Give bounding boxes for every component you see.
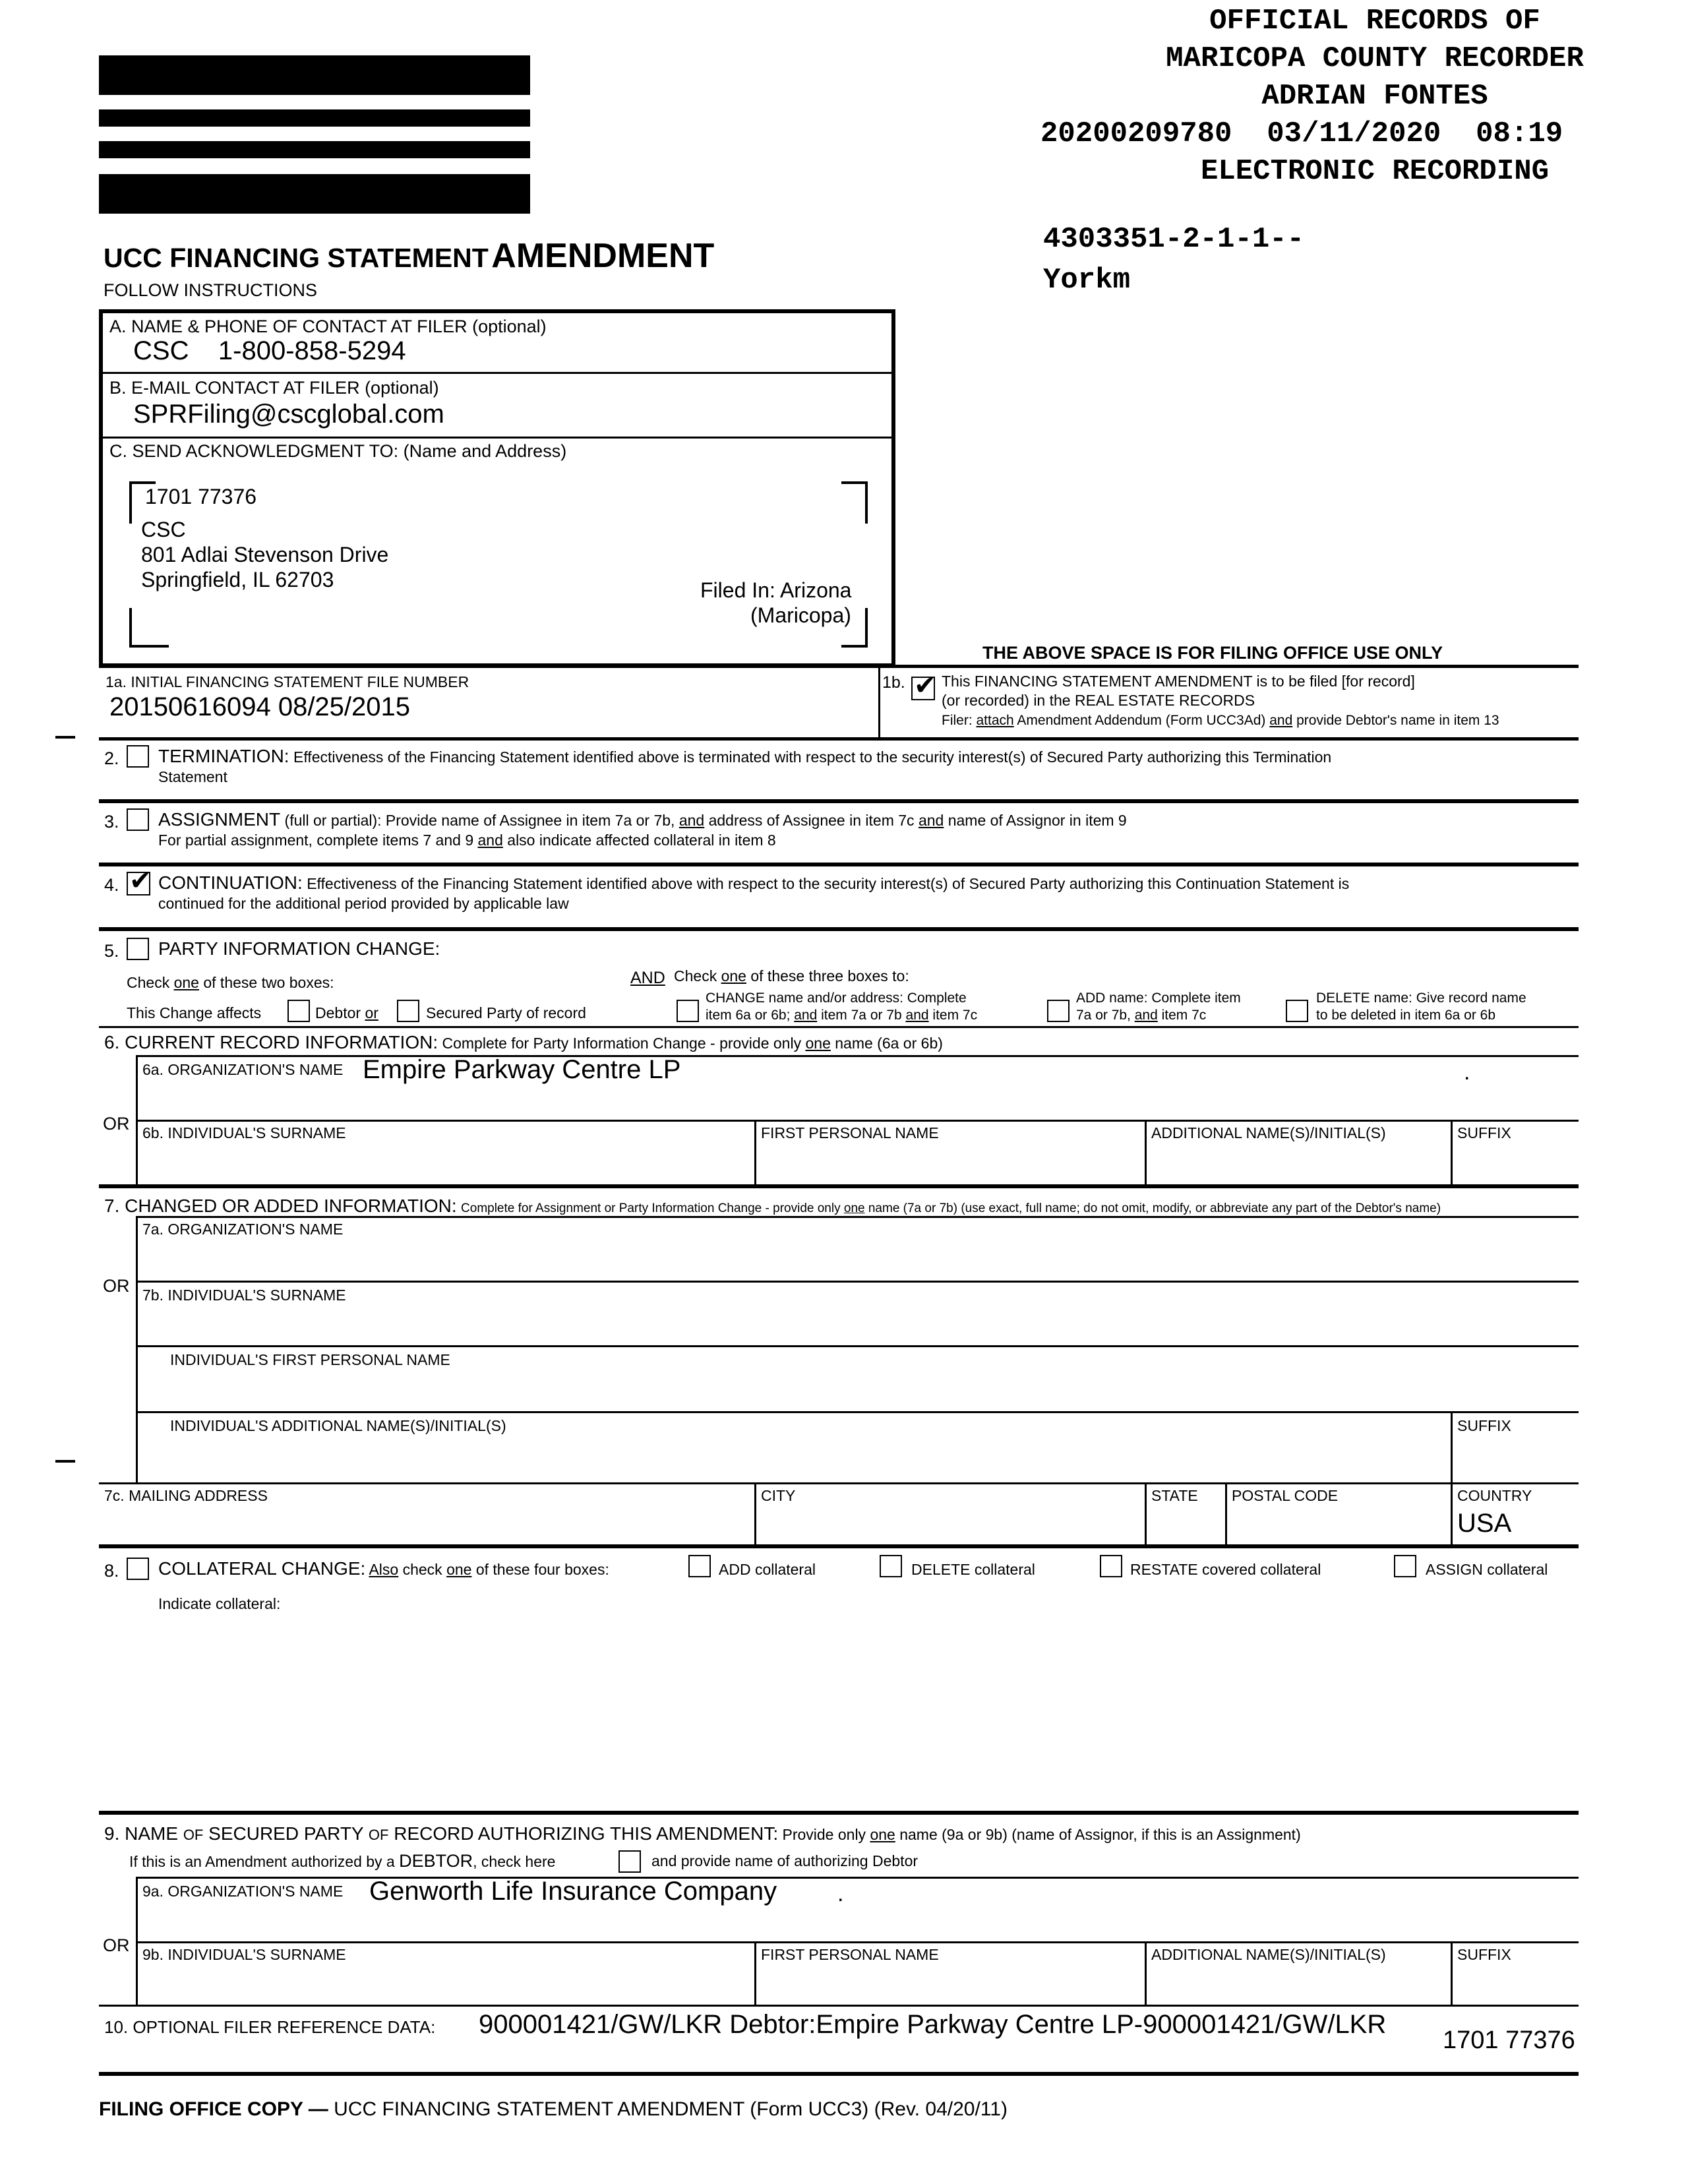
- item8-num: 8.: [104, 1561, 119, 1581]
- item2-title: TERMINATION:: [158, 746, 289, 766]
- item9-debtor-line: [129, 1852, 555, 1871]
- bracket-top-right: [841, 481, 868, 524]
- item8-heading: [158, 1559, 609, 1579]
- text: name of Assignor in item 9: [944, 812, 1127, 829]
- item6a-value: Empire Parkway Centre LP: [363, 1055, 681, 1084]
- footer-copy-label: FILING OFFICE COPY —: [99, 2098, 328, 2120]
- continuation-checkbox[interactable]: [127, 872, 150, 895]
- item5-check-three: [674, 968, 909, 985]
- collateral-change-checkbox[interactable]: [127, 1558, 149, 1580]
- item6-additional: ADDITIONAL NAME(S)/INITIAL(S): [1151, 1124, 1386, 1141]
- text: Amendment Addendum (Form UCC3Ad): [1013, 713, 1270, 728]
- divider: [103, 437, 891, 439]
- item7-country: COUNTRY: [1457, 1487, 1532, 1504]
- rule: [99, 737, 1579, 741]
- stamp-line: ELECTRONIC RECORDING: [1200, 155, 1550, 188]
- margin-tick: [55, 736, 75, 739]
- text: item 6a or 6b;: [706, 1008, 795, 1023]
- text: attach: [976, 713, 1014, 728]
- item7b-surname: 7b. INDIVIDUAL'S SURNAME: [142, 1287, 346, 1304]
- rule: [1451, 1120, 1453, 1184]
- recorder-stamp: [1029, 3, 1688, 191]
- above-space-note: THE ABOVE SPACE IS FOR FILING OFFICE USE ONLY: [982, 643, 1443, 663]
- delete-collateral-label: DELETE collateral: [911, 1561, 1035, 1578]
- footer-form-name: UCC FINANCING STATEMENT AMENDMENT (Form UCC3) (Rev. 04/20/11): [328, 2098, 1008, 2120]
- text: and: [1134, 1008, 1158, 1023]
- rule: [1451, 1482, 1453, 1546]
- item3-line2: [158, 832, 776, 849]
- margin-tick: [55, 1460, 75, 1463]
- rule: [99, 1026, 1579, 1028]
- item2-text: [158, 746, 1331, 767]
- text: check: [398, 1561, 447, 1578]
- text: one: [843, 1201, 865, 1215]
- divider: [103, 372, 891, 374]
- rule: [136, 1281, 1579, 1283]
- item5-title: PARTY INFORMATION CHANGE:: [158, 938, 440, 959]
- item7-desc: [461, 1201, 1441, 1215]
- filer-b-label: B. E-MAIL CONTACT AT FILER (optional): [109, 378, 439, 398]
- item9a-value: Genworth Life Insurance Company: [369, 1877, 777, 1906]
- item2-num: 2.: [104, 748, 119, 768]
- text: and: [918, 812, 944, 829]
- rule: [754, 1482, 756, 1546]
- text: Complete for Assignment or Party Information Change - provide only: [461, 1201, 844, 1215]
- termination-checkbox[interactable]: [127, 745, 149, 768]
- item5-check-two: [127, 975, 334, 991]
- text: name (7a or 7b) (use exact, full name; do not omit, modify, or abbreviate any part of the Debtor's name): [864, 1201, 1441, 1215]
- item6a-label: 6a. ORGANIZATION'S NAME: [142, 1061, 344, 1078]
- footer-text: [99, 2098, 1008, 2120]
- rule: [1145, 1482, 1147, 1546]
- ack-line: 801 Adlai Stevenson Drive: [141, 543, 389, 566]
- text: Filer:: [942, 713, 977, 728]
- title-prefix: UCC FINANCING STATEMENT: [104, 243, 489, 273]
- indicate-collateral: Indicate collateral:: [158, 1595, 281, 1612]
- rule: [1145, 1941, 1147, 2006]
- text: item 7c: [1157, 1008, 1207, 1023]
- assign-collateral-checkbox[interactable]: [1394, 1555, 1416, 1577]
- add-name-line2: [1076, 1008, 1206, 1023]
- item9a-dot: .: [837, 1881, 844, 1906]
- add-collateral-label: ADD collateral: [719, 1561, 816, 1578]
- stamp-line: ADRIAN FONTES: [1261, 80, 1488, 113]
- text: also indicate affected collateral in item 8: [502, 832, 776, 849]
- redaction-bar: [99, 109, 530, 127]
- text: and: [1269, 713, 1293, 728]
- add-name-line1: ADD name: Complete item: [1076, 990, 1241, 1006]
- text: RECORD AUTHORIZING THIS AMENDMENT:: [388, 1823, 779, 1844]
- item9-first: FIRST PERSONAL NAME: [761, 1946, 939, 1963]
- or-label: OR: [103, 1276, 130, 1296]
- text: one: [870, 1826, 895, 1843]
- item1b-num: 1b.: [882, 673, 905, 692]
- item10-ref: 1701 77376: [1443, 2026, 1575, 2054]
- item5-num: 5.: [104, 941, 119, 961]
- item9-debtor-tail: and provide name of authorizing Debtor: [651, 1852, 919, 1869]
- item4-text: [158, 873, 1349, 894]
- item3-title: ASSIGNMENT: [158, 809, 281, 830]
- text: DEBTOR: [399, 1851, 473, 1871]
- item9-heading: [104, 1824, 1301, 1844]
- follow-instructions: FOLLOW INSTRUCTIONS: [104, 280, 318, 300]
- rule: [136, 1345, 1579, 1347]
- rule: [99, 1482, 1579, 1484]
- item10-label: 10. OPTIONAL FILER REFERENCE DATA:: [104, 2017, 436, 2037]
- item1b-line3: [942, 713, 1499, 728]
- restate-collateral-label: RESTATE covered collateral: [1130, 1561, 1321, 1578]
- text: Debtor: [315, 1004, 365, 1021]
- rule: [1145, 1120, 1147, 1184]
- rule: [1451, 1411, 1453, 1484]
- delete-name-line1: DELETE name: Give record name: [1316, 990, 1526, 1006]
- item6-suffix: SUFFIX: [1457, 1124, 1511, 1141]
- item4-desc: Effectiveness of the Financing Statement identified above with respect to the security interest(s) of Secured Party authorizing this Continuation Statement is: [307, 875, 1350, 892]
- text: , check here: [473, 1853, 556, 1870]
- text: one: [446, 1561, 472, 1578]
- debtor-checkbox[interactable]: [287, 1000, 310, 1022]
- stamp-line: MARICOPA COUNTY RECORDER: [1166, 42, 1584, 75]
- rule: [136, 1877, 1579, 1879]
- item8-title: COLLATERAL CHANGE:: [158, 1558, 366, 1579]
- item5-secured: Secured Party of record: [426, 1004, 586, 1021]
- filed-in-county: (Maricopa): [750, 603, 851, 627]
- item5-and: AND: [630, 969, 665, 987]
- text: one: [805, 1035, 831, 1052]
- item9-suffix: SUFFIX: [1457, 1946, 1511, 1963]
- rule: [136, 1216, 138, 1484]
- text: Provide only: [782, 1826, 870, 1843]
- text: Also: [369, 1561, 399, 1578]
- ack-line: 1701 77376: [145, 485, 257, 508]
- rule: [99, 665, 1579, 668]
- rule: [99, 799, 1579, 803]
- text: Check: [674, 967, 721, 985]
- item7-title: 7. CHANGED OR ADDED INFORMATION:: [104, 1196, 457, 1216]
- item7-postal: POSTAL CODE: [1232, 1487, 1339, 1504]
- redaction-bar: [99, 55, 530, 95]
- bracket-bottom-left: [129, 608, 169, 648]
- doc-code: 4303351-2-1-1--: [1043, 223, 1305, 256]
- rule: [878, 665, 880, 737]
- redaction-bar: [99, 174, 530, 214]
- rule: [136, 1941, 1579, 1943]
- item6b-surname: 6b. INDIVIDUAL'S SURNAME: [142, 1124, 346, 1141]
- change-name-checkbox[interactable]: [677, 1000, 699, 1022]
- item1a-label: 1a. INITIAL FINANCING STATEMENT FILE NUMBER: [106, 673, 469, 690]
- text: 9. NAME: [104, 1823, 183, 1844]
- rule: [1451, 1941, 1453, 2006]
- filed-in: Filed In: Arizona: [700, 578, 852, 602]
- rule: [136, 1411, 1579, 1413]
- stamp-line: OFFICIAL RECORDS OF: [1209, 5, 1540, 38]
- text: item 7c: [928, 1008, 978, 1023]
- stamp-recording-number: 20200209780 03/11/2020 08:19: [1040, 117, 1563, 150]
- filer-a-label: A. NAME & PHONE OF CONTACT AT FILER (optional): [109, 317, 547, 336]
- delete-collateral-checkbox[interactable]: [880, 1555, 902, 1577]
- ack-line: CSC: [141, 518, 186, 541]
- text: of these three boxes to:: [746, 967, 909, 985]
- item1b-checkbox[interactable]: [911, 677, 935, 700]
- text: provide Debtor's name in item 13: [1292, 713, 1499, 728]
- change-name-line2: [706, 1008, 977, 1023]
- rule: [99, 863, 1579, 866]
- party-change-checkbox[interactable]: [127, 938, 149, 960]
- item3-num: 3.: [104, 812, 119, 832]
- item9a-label: 9a. ORGANIZATION'S NAME: [142, 1883, 344, 1900]
- text: Check: [127, 974, 174, 991]
- rule: [99, 927, 1579, 931]
- rule: [99, 1184, 1579, 1188]
- item7-additional: INDIVIDUAL'S ADDITIONAL NAME(S)/INITIAL(S): [170, 1417, 506, 1434]
- form-title: [104, 236, 714, 276]
- text: name (6a or 6b): [830, 1035, 943, 1052]
- rule: [754, 1120, 756, 1184]
- item6-heading: [104, 1033, 943, 1053]
- text: of these four boxes:: [471, 1561, 609, 1578]
- item10-value: 900001421/GW/LKR Debtor:Empire Parkway Centre LP-900001421/GW/LKR: [479, 2010, 1387, 2039]
- text: address of Assignee in item 7c: [704, 812, 919, 829]
- rule: [99, 1811, 1579, 1815]
- assignment-checkbox[interactable]: [127, 808, 149, 831]
- filer-c-label: C. SEND ACKNOWLEDGMENT TO: (Name and Address): [109, 441, 567, 461]
- item7a-label: 7a. ORGANIZATION'S NAME: [142, 1221, 344, 1238]
- text: Complete for Party Information Change - provide only: [442, 1035, 806, 1052]
- item7-suffix: SUFFIX: [1457, 1417, 1511, 1434]
- item4-desc2: continued for the additional period provided by applicable law: [158, 895, 569, 912]
- rule: [136, 1055, 1579, 1057]
- rule: [136, 1120, 1579, 1122]
- item7-city: CITY: [761, 1487, 796, 1504]
- add-collateral-checkbox[interactable]: [688, 1555, 711, 1577]
- or-label: OR: [103, 1114, 130, 1134]
- text: or: [365, 1004, 378, 1021]
- item9-additional: ADDITIONAL NAME(S)/INITIAL(S): [1151, 1946, 1386, 1963]
- item3-text: [158, 810, 1127, 830]
- rule: [99, 2005, 1579, 2007]
- item5-affects: This Change affects: [127, 1004, 262, 1021]
- item4-num: 4.: [104, 875, 119, 895]
- filer-a-value: CSC 1-800-858-5294: [133, 336, 406, 365]
- item4-title: CONTINUATION:: [158, 872, 303, 893]
- text: SECURED PARTY: [203, 1823, 369, 1844]
- add-name-checkbox[interactable]: [1047, 1000, 1070, 1022]
- item7-country-value: USA: [1457, 1509, 1512, 1538]
- item9b-surname: 9b. INDIVIDUAL'S SURNAME: [142, 1946, 346, 1963]
- text: and: [477, 832, 503, 849]
- item6-title: 6. CURRENT RECORD INFORMATION:: [104, 1032, 438, 1052]
- item6a-dot: .: [1464, 1060, 1470, 1085]
- restate-collateral-checkbox[interactable]: [1100, 1555, 1122, 1577]
- item1b-line1: This FINANCING STATEMENT AMENDMENT is to be filed [for record]: [942, 673, 1415, 690]
- text: and: [905, 1008, 929, 1023]
- text: For partial assignment, complete items 7 and 9: [158, 832, 478, 849]
- item7c-mailing: 7c. MAILING ADDRESS: [104, 1487, 268, 1504]
- item7-state: STATE: [1151, 1487, 1198, 1504]
- item6-first: FIRST PERSONAL NAME: [761, 1124, 939, 1141]
- item2-desc2: Statement: [158, 768, 227, 785]
- item1b-line2: (or recorded) in the REAL ESTATE RECORDS: [942, 692, 1255, 709]
- secured-party-checkbox[interactable]: [397, 1000, 419, 1022]
- item5-debtor: [315, 1005, 378, 1021]
- text: and: [678, 812, 705, 829]
- or-label: OR: [103, 1935, 130, 1955]
- redaction-bar: [99, 141, 530, 158]
- rule: [754, 1941, 756, 2006]
- rule: [136, 1216, 1579, 1218]
- text: If this is an Amendment authorized by a: [129, 1853, 400, 1870]
- text: OF: [368, 1827, 389, 1843]
- text: OF: [183, 1827, 204, 1843]
- delete-name-checkbox[interactable]: [1286, 1000, 1308, 1022]
- text: of these two boxes:: [198, 974, 334, 991]
- text: item 7a or 7b: [817, 1008, 906, 1023]
- ack-line: Springfield, IL 62703: [141, 568, 334, 592]
- delete-name-line2: to be deleted in item 6a or 6b: [1316, 1008, 1496, 1023]
- authorized-by-debtor-checkbox[interactable]: [618, 1850, 641, 1873]
- item7-first: INDIVIDUAL'S FIRST PERSONAL NAME: [170, 1351, 450, 1368]
- text: one: [173, 974, 199, 991]
- item7-heading: [104, 1196, 1441, 1217]
- text: and: [794, 1008, 818, 1023]
- text: one: [721, 967, 746, 985]
- change-name-line1: CHANGE name and/or address: Complete: [706, 990, 967, 1006]
- text: (full or partial): Provide name of Assignee in item 7a or 7b,: [284, 812, 679, 829]
- rule: [99, 2072, 1579, 2076]
- item2-desc: Effectiveness of the Financing Statement identified above is terminated with respect to the security interest(s) of Secured Party authorizing this Termination: [293, 748, 1332, 766]
- rule: [1225, 1482, 1227, 1546]
- item1a-value: 20150616094 08/25/2015: [109, 692, 411, 721]
- text: 7a or 7b,: [1076, 1008, 1135, 1023]
- title-main: AMENDMENT: [491, 237, 715, 275]
- assign-collateral-label: ASSIGN collateral: [1426, 1561, 1548, 1578]
- clerk-id: Yorkm: [1043, 264, 1131, 297]
- text: name (9a or 9b) (name of Assignor, if this is an Assignment): [895, 1826, 1301, 1843]
- rule: [99, 1544, 1579, 1548]
- filer-b-value: SPRFiling@cscglobal.com: [133, 400, 444, 429]
